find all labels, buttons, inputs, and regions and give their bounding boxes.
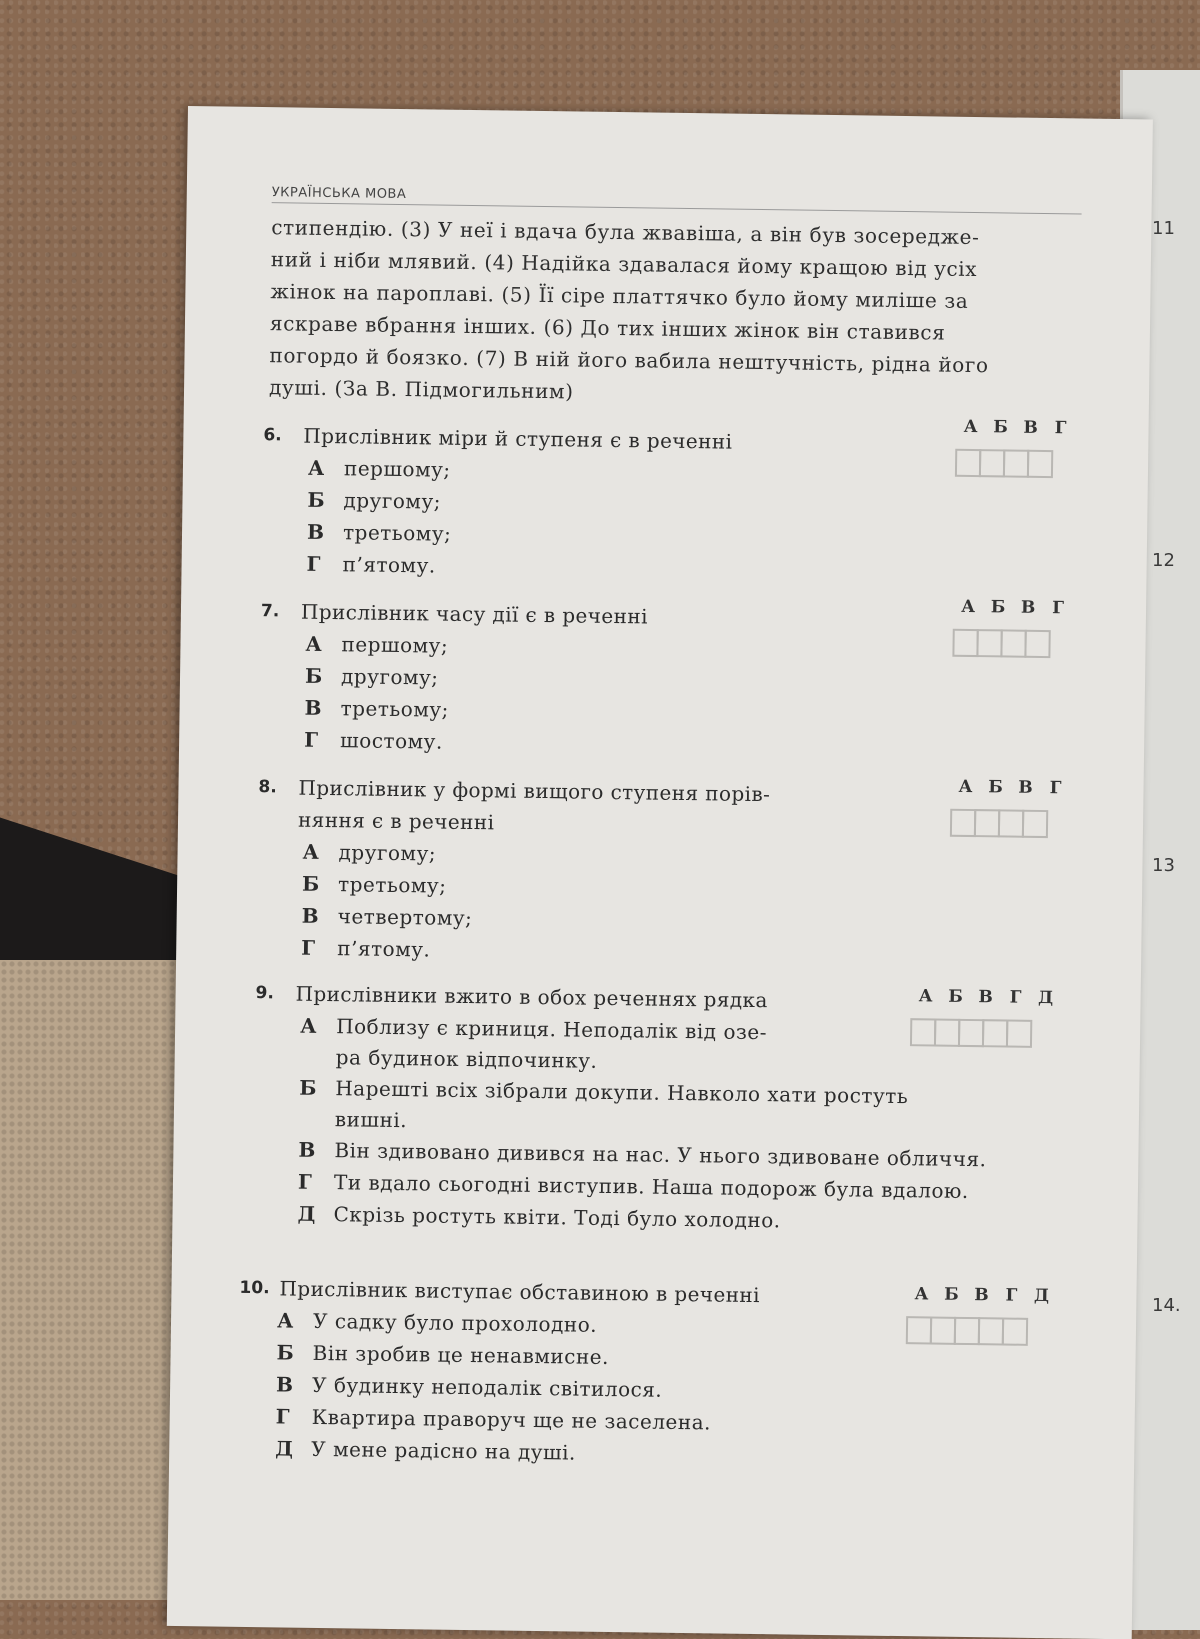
answer-box[interactable] <box>930 1316 956 1344</box>
option-letter: А <box>302 839 320 864</box>
question-number: 7. <box>260 601 280 622</box>
option-letter: Д <box>297 1201 316 1226</box>
answer-box[interactable] <box>978 1317 1004 1345</box>
answer-grid-10 <box>906 1284 1057 1346</box>
option-letter: Г <box>301 935 316 960</box>
answer-box[interactable] <box>1022 810 1048 838</box>
option-letter: В <box>306 519 325 544</box>
option-letter: В <box>275 1372 294 1397</box>
side-number: 14. <box>1152 1295 1181 1316</box>
question-number: 6. <box>263 425 282 446</box>
question-text: Прислівник виступає обставиною в реченні <box>279 1276 761 1308</box>
option-letter: Б <box>301 871 320 896</box>
question-number: 8. <box>258 777 277 798</box>
grid-letter: Г <box>1009 987 1022 1008</box>
grid-letter: Г <box>1052 598 1065 619</box>
intro-text <box>269 211 1092 414</box>
option-text: Квартира праворуч ще не заселена. <box>311 1404 712 1435</box>
option-letter: А <box>305 631 322 656</box>
grid-letter: Б <box>990 597 1006 618</box>
option-letter: Г <box>275 1404 290 1429</box>
side-number: 11 <box>1152 218 1175 239</box>
option-letter: Б <box>276 1340 294 1365</box>
option-text: У будинку неподалік світилося. <box>311 1372 663 1402</box>
answer-box[interactable] <box>1003 449 1029 477</box>
answer-box[interactable] <box>955 449 981 477</box>
answer-box[interactable] <box>979 449 1005 477</box>
answer-grid-7 <box>952 597 1073 659</box>
question-text-cont: няння є в реченні <box>297 807 495 835</box>
intro-line: погордо й боязко. (7) В ній його вабила нештучність, рідна його <box>269 343 989 378</box>
answer-box[interactable] <box>1027 450 1053 478</box>
answer-box[interactable] <box>982 1019 1008 1047</box>
answer-box[interactable] <box>1006 1020 1032 1048</box>
grid-letter: Д <box>1037 987 1054 1009</box>
option-text: п’ятому. <box>337 936 431 962</box>
grid-letter: А <box>963 416 978 438</box>
option-letter: А <box>300 1013 317 1038</box>
answer-box[interactable] <box>910 1018 936 1046</box>
answer-box[interactable] <box>952 629 978 657</box>
grid-letter: А <box>918 986 933 1007</box>
option-text-cont: вишні. <box>334 1107 408 1133</box>
grid-letter: В <box>974 1285 989 1306</box>
option-text: Поблизу є криниця. Неподалік від озе- <box>335 1014 768 1045</box>
answer-box[interactable] <box>1024 630 1050 658</box>
intro-line: душі. (За В. Підмогильним) <box>268 375 574 404</box>
book-page <box>167 106 1153 1639</box>
intro-line: стипендію. (3) У неї і вдача була жвавіша, а він був зосередже- <box>271 215 980 250</box>
grid-letter: Б <box>948 986 964 1007</box>
answer-box[interactable] <box>950 809 976 837</box>
grid-letter: Б <box>988 777 1003 798</box>
option-letter: Г <box>297 1169 312 1194</box>
option-letter: Г <box>303 727 319 752</box>
answer-grid-9 <box>910 986 1061 1048</box>
question-text: Прислівник у формі вищого ступеня порів- <box>298 775 771 807</box>
option-letter: Б <box>299 1075 317 1100</box>
option-text: У садку було прохолодно. <box>312 1308 598 1337</box>
option-letter: В <box>301 903 319 928</box>
grid-letter: Г <box>1054 418 1067 439</box>
option-text: Ти вдало сьогодні виступив. Наша подорож була вдалою. <box>333 1170 969 1204</box>
question-number: 9. <box>255 983 275 1004</box>
option-text: другому; <box>343 488 442 514</box>
option-text: третьому; <box>337 872 447 898</box>
answer-box[interactable] <box>906 1316 932 1344</box>
option-text: шостому. <box>339 728 443 754</box>
intro-line: яскраве вбрання інших. (6) До тих інших жінок він ставився <box>269 311 946 345</box>
option-letter: Г <box>306 551 321 576</box>
option-letter: В <box>298 1137 316 1162</box>
option-text: Скрізь ростуть квіти. Тоді було холодно. <box>333 1202 781 1233</box>
answer-box[interactable] <box>954 1317 980 1345</box>
option-text: четвертому; <box>337 904 473 931</box>
page-header: УКРАЇНСЬКА МОВА <box>272 185 1082 214</box>
answer-box[interactable] <box>1000 629 1026 657</box>
option-letter: В <box>304 695 322 720</box>
grid-letter: Г <box>1049 778 1062 799</box>
grid-letter: Б <box>993 417 1008 438</box>
option-text: Він зробив це ненавмисне. <box>312 1340 610 1369</box>
grid-letter: В <box>1020 597 1036 618</box>
option-letter: А <box>307 455 325 480</box>
option-text: третьому; <box>342 520 452 546</box>
intro-line: ний і ніби млявий. (4) Надійка здавалася йому кращою від усіх <box>270 247 978 282</box>
option-text: третьому; <box>340 696 450 722</box>
grid-letter: А <box>961 596 976 618</box>
option-text: другому; <box>340 664 439 690</box>
grid-letter: В <box>978 987 993 1008</box>
answer-box[interactable] <box>958 1019 984 1047</box>
grid-letter: Б <box>944 1284 959 1305</box>
answer-box[interactable] <box>998 809 1024 837</box>
option-text: першому; <box>343 456 451 482</box>
answer-box[interactable] <box>976 629 1002 657</box>
intro-line: жінок на пароплаві. (5) Її сіре платтячко було йому миліше за <box>270 279 969 313</box>
answer-box[interactable] <box>1002 1317 1028 1345</box>
option-letter: А <box>276 1308 294 1333</box>
option-text: Нарешті всіх зібрали докупи. Навколо хати ростуть <box>335 1076 909 1109</box>
option-text: першому; <box>341 632 449 658</box>
grid-letter: Г <box>1005 1285 1018 1306</box>
option-text-cont: ра будинок відпочинку. <box>335 1045 598 1073</box>
side-number: 12 <box>1152 550 1175 571</box>
grid-letter: А <box>914 1284 929 1305</box>
grid-letter: В <box>1018 777 1033 798</box>
option-letter: Д <box>275 1436 294 1461</box>
answer-box[interactable] <box>974 809 1000 837</box>
grid-letter: Д <box>1033 1285 1050 1307</box>
answer-grid-8 <box>950 777 1071 839</box>
option-letter: Б <box>304 663 323 688</box>
question-text: Прислівник часу дії є в реченні <box>300 599 649 629</box>
option-text: У мене радісно на душі. <box>311 1436 577 1465</box>
answer-box[interactable] <box>934 1019 960 1047</box>
option-letter: Б <box>307 487 325 512</box>
question-number: 10. <box>239 1277 270 1299</box>
grid-letter: В <box>1023 417 1038 438</box>
grid-letter: А <box>958 776 973 798</box>
question-text: Прислівники вжито в обох реченнях рядка <box>295 981 768 1013</box>
option-text: п’ятому. <box>342 552 436 578</box>
side-number: 13 <box>1152 855 1175 876</box>
option-text: Він здивовано дивився на нас. У нього здивоване обличчя. <box>334 1138 987 1172</box>
answer-grid-6 <box>955 417 1076 479</box>
question-text: Прислівник міри й ступеня є в реченні <box>303 423 733 454</box>
option-text: другому; <box>338 840 437 866</box>
